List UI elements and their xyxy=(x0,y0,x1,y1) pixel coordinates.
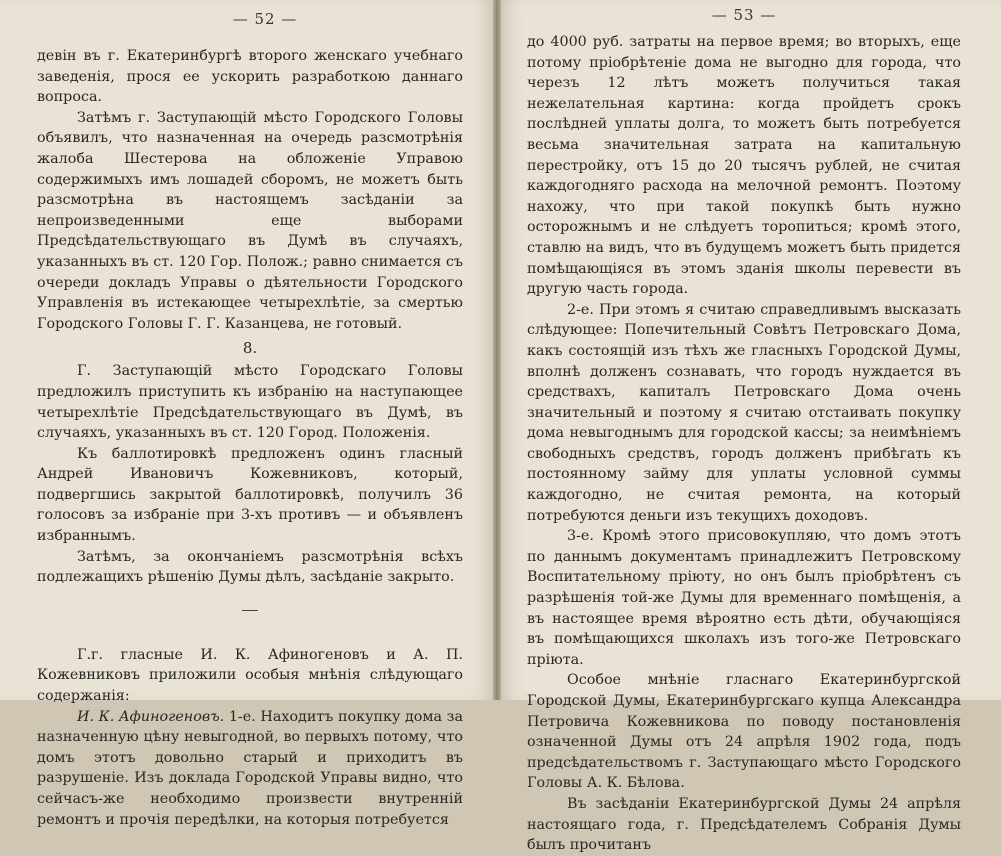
paragraph xyxy=(37,707,463,831)
paragraph: Къ баллотировкѣ предложенъ одинъ гласный Андрей Ивановичъ Кожевниковъ, который, подвергшись закрытой баллотировкѣ, получилъ 36 голосовъ за избраніе при 3-хъ противъ — и объявленъ избраннымъ. xyxy=(37,445,463,545)
book-gutter xyxy=(493,0,501,700)
page-number: — 53 — xyxy=(711,6,777,24)
page-number: — 52 — xyxy=(232,10,298,28)
paragraph: Особое мнѣніе гласнаго Екатеринбургской Городской Думы, Екатеринбургскаго купца Александра Петровича Кожевникова по поводу постановленія означенной Думы отъ 24 апрѣля 1902 года, подъ предсѣдательствомъ г. Заступающаго мѣсто Городского Головы А. К. Бѣлова. xyxy=(527,672,961,792)
paragraph-text: 1-е. Находитъ покупку дома за назначенную цѣну невыгодной, во первыхъ потому, что домъ этотъ довольно старый и приходитъ въ разрушеніе. Изъ доклада Городской Управы видно, что сейчасъ-же необходимо произвести внутренній ремонтъ и прочія передѣлки, на которыя потребуется xyxy=(37,708,463,828)
paragraph: Г.г. гласные И. К. Афиногеновъ и А. П. Кожевниковъ приложили особыя мнѣнія слѣдующаго содержанія: xyxy=(37,646,463,705)
paragraph: Въ засѣданіи Екатеринбургской Думы 24 апрѣля настоящаго года, г. Предсѣдателемъ Собранія Думы былъ прочитанъ xyxy=(527,795,961,854)
left-page xyxy=(0,0,497,828)
paragraph: 3-е. Кромѣ этого присовокупляю, что домъ этотъ по даннымъ документамъ принадлежитъ Петровскому Воспитательному пріюту, но онъ былъ пріобрѣтенъ съ разрѣшенія той-же Думы для временнаго помѣщенія, а въ настоящее время вѣроятно есть дѣти, обучающіяся въ помѣщающихся школахъ изъ того-же Петровскаго пріюта. xyxy=(527,528,961,668)
right-page xyxy=(497,0,1001,854)
paragraph: 2-е. При этомъ я считаю справедливымъ высказать слѣдующее: Попечительный Совѣтъ Петровскаго Дома, какъ состоящій изъ тѣхъ же гласныхъ Городской Думы, вполнѣ долженъ сознавать, что городъ нуждается въ средствахъ, капиталъ Петровскаго Дома очень значительный и поэтому я считаю отстаивать покупку дома невыгоднымъ для городской кассы; за неимѣніемъ свободныхъ средствъ, городъ долженъ прибѣгать къ постоянному займу для уплаты условной суммы каждогодно, не считая ремонта, на который потребуются деньги изъ текущихъ доходовъ. xyxy=(527,301,961,524)
paragraph: Г. Заступающій мѣсто Городскаго Головы предложилъ приступить къ избранію на наступающее четырехлѣтіе Предсѣдательствующаго въ Думѣ, въ случаяхъ, указанныхъ въ ст. 120 Город. Положенія. xyxy=(37,363,463,442)
paragraph: до 4000 руб. затраты на первое время; во вторыхъ, еще потому пріобрѣтеніе дома не выгодно для города, что черезъ 12 лѣтъ можетъ получиться такая нежелательная картина: когда пройдетъ срокъ послѣдней уплаты долга, то можетъ быть потребуется весьма значительная затрата на капитальную перестройку, отъ 15 до 20 тысячъ рублей, не считая каждогодняго расхода на мелочной ремонтъ. Поэтому нахожу, что при такой покупкѣ быть нужно осторожнымъ и не слѣдуетъ торопиться; кромѣ этого, ставлю на видъ, что въ будущемъ можетъ быть придется помѣщающіяся въ этомъ зданія школы перевести въ другую часть города. xyxy=(527,34,961,298)
separator-rule xyxy=(242,610,258,611)
section-number: 8. xyxy=(242,339,258,358)
paragraph: Затѣмъ, за окончаніемъ разсмотрѣнія всѣхъ подлежащихъ рѣшенію Думы дѣлъ, засѣданіе закрыто. xyxy=(37,548,463,586)
author-name: И. К. Афиногеновъ. xyxy=(77,708,225,725)
paragraph: девін въ г. Екатеринбургѣ второго женскаго учебнаго заведенія, прося ее ускорить разработкою даннаго вопроса. xyxy=(37,48,463,106)
paragraph: Затѣмъ г. Заступающій мѣсто Городского Головы объявилъ, что назначенная на очередь разсмотрѣнія жалоба Шестерова на обложеніе Управою содержимыхъ имъ лошадей сборомъ, не можетъ быть разсмотрѣна въ настоящемъ засѣданіи за непроизведенными еще выборами Предсѣдательствующаго въ Думѣ въ случаяхъ, указанныхъ въ ст. 120 Гор. Полож.; равно снимается съ очереди докладъ Управы о дѣятельности Городского Управленія въ истекающее четырехлѣтіе, за смертью Городского Головы Г. Г. Казанцева, не готовый. xyxy=(37,109,463,332)
